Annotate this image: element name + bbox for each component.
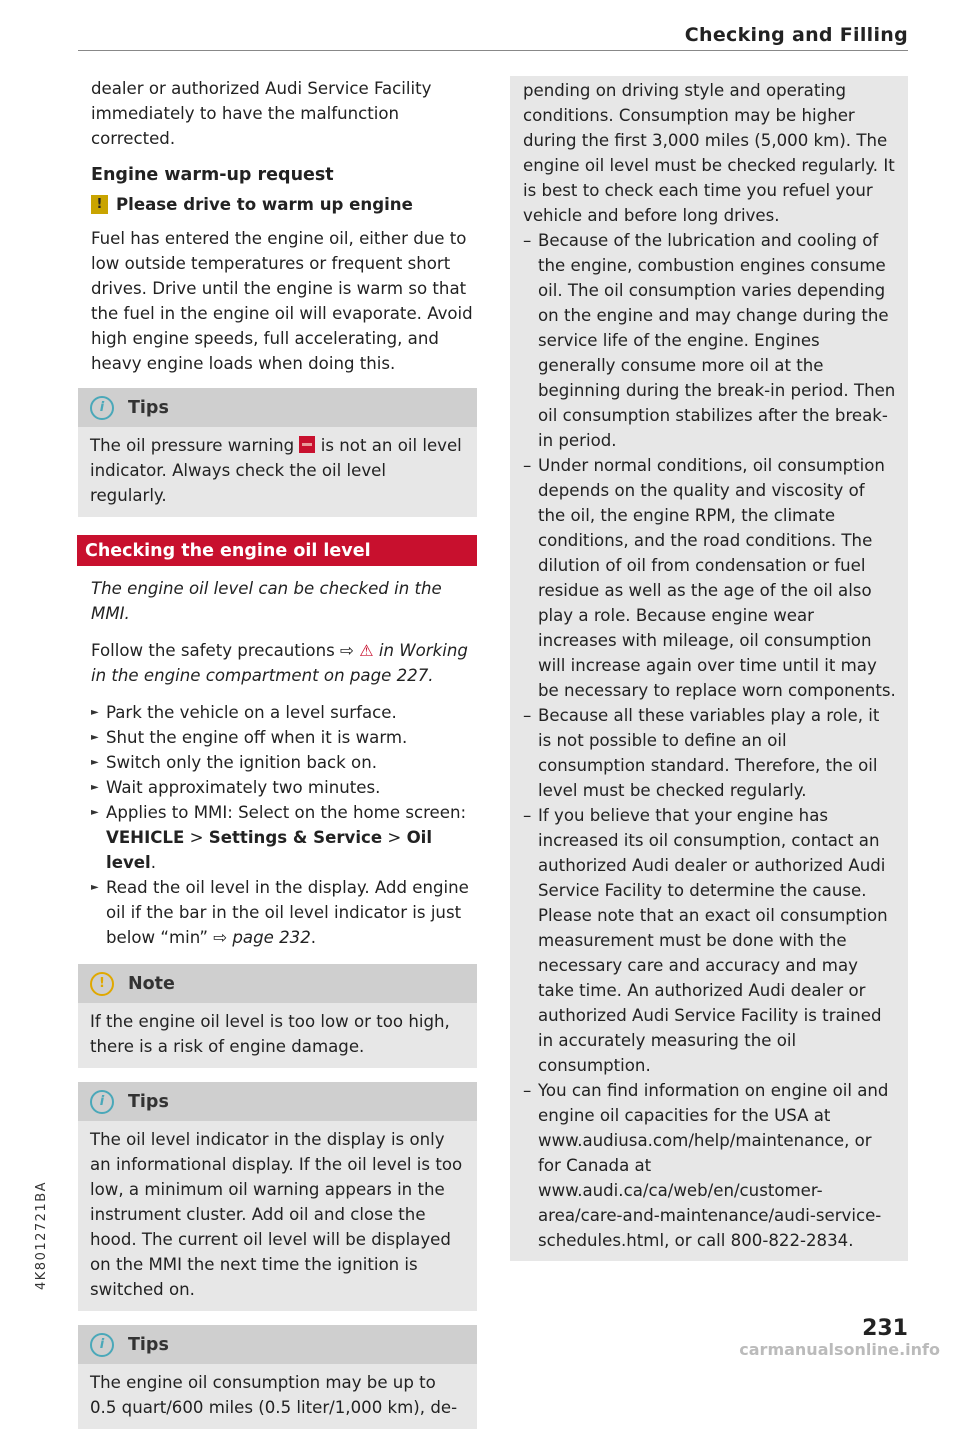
- tips-box-3: [78, 1325, 477, 1429]
- step-item: ► Shut the engine off when it is warm.: [91, 725, 477, 750]
- tips-box-1: [78, 388, 477, 517]
- menu-vehicle: VEHICLE: [106, 828, 185, 847]
- safety-text-a: Follow the safety precautions ⇨: [91, 641, 354, 660]
- safety-paragraph: [91, 638, 477, 688]
- step6-end: .: [310, 928, 317, 947]
- left-column: [85, 76, 477, 1443]
- note-box-label: Note: [128, 973, 175, 994]
- page-232-link[interactable]: page 232: [232, 928, 311, 947]
- note-box: [78, 964, 477, 1068]
- tips-box-1-body: [78, 427, 477, 517]
- tips-box-1-header: [78, 388, 477, 427]
- tips-box-3-body: The engine oil consumption may be up to 0.5 quart/600 miles (0.5 liter/1,000 km), de-: [90, 1373, 458, 1417]
- warmup-heading: Engine warm-up request: [91, 165, 334, 185]
- info-icon: i: [90, 396, 114, 420]
- note-box-body: If the engine oil level is too low or too high, there is a risk of engine damage.: [90, 1012, 450, 1056]
- warning-indicator-icon: [91, 195, 108, 214]
- tips-box-1-text-a: The oil pressure warning: [90, 436, 295, 455]
- tips-box-2: [78, 1082, 477, 1311]
- warning-indicator-glyph: !: [96, 197, 103, 212]
- info-icon: i: [90, 1333, 114, 1357]
- section-title: Checking the engine oil level: [77, 535, 477, 566]
- warmup-subheading: Please drive to warm up engine: [116, 195, 413, 214]
- bullet-item: – Because of the lubrication and cooling of the engine, combustion engines consume oil. The oil consumption varies depending on the engine and may change during the service life of the engine. Engines generally consume more oil at the beginning during the break-in period. Then oil consumption stabilizes after the break-in period.: [523, 228, 896, 453]
- step6-text: Read the oil level in the display. Add engine oil if the bar in the oil level indicator is just below “min” ⇨: [106, 878, 469, 947]
- note-icon: !: [90, 972, 114, 996]
- step-item: ► Park the vehicle on a level surface.: [91, 700, 477, 725]
- step5-end: .: [150, 853, 156, 872]
- bullet-item: – Because all these variables play a role, it is not possible to define an oil consumption standard. Therefore, the oil level must be checked regularly.: [523, 703, 896, 803]
- document-code: 4K8012721BA: [34, 1180, 49, 1290]
- bullet-item: – If you believe that your engine has increased its oil consumption, contact an authorized Audi dealer or authorized Audi Service Facility to determine the cause. Please note that an exact oil consumption measurement must be done with the necessary care and accuracy and may take time. An authorized Audi dealer or authorized Audi Service Facility is trained in accurately measuring the oil consumption.: [523, 803, 896, 1078]
- warmup-subheading-row: [91, 195, 477, 214]
- tips-box-2-body: The oil level indicator in the display is only an informational display. If the oil level is too low, a minimum oil warning appears in the instrument cluster. Add oil and close the hood. The current oil level will be displayed on the MMI the next time the ignition is switched on.: [90, 1130, 463, 1299]
- safety-link[interactable]: in Working in the engine compartment on page 227.: [91, 641, 468, 685]
- step-item: ► Switch only the ignition back on.: [91, 750, 477, 775]
- step-item-read: [91, 875, 477, 950]
- tips-box-3-header: [78, 1325, 477, 1364]
- bullet-item: – Under normal conditions, oil consumption depends on the quality and viscosity of the oil, the engine RPM, the climate conditions, and the road conditions. The dilution of oil from condensation or fuel residue as well as the age of the oil also play a role. Because engine wear increases with mileage, oil consumption will increase again over time until it may be necessary to replace worn components.: [523, 453, 896, 703]
- consumption-bullets: [510, 228, 908, 1253]
- step5-text: Applies to MMI: Select on the home screen:: [106, 803, 467, 822]
- tips-box-1-label: Tips: [128, 397, 169, 418]
- tips-box-3-label: Tips: [128, 1334, 169, 1355]
- watermark: carmanualsonline.info: [739, 1340, 940, 1359]
- menu-settings-service: Settings & Service: [208, 828, 383, 847]
- tips-box-2-label: Tips: [128, 1091, 169, 1112]
- info-icon: i: [90, 1090, 114, 1114]
- right-intro: pending on driving style and operating conditions. Consumption may be higher during the first 3,000 miles (5,000 km). The engine oil level must be checked regularly. It is best to check each time you refuel your vehicle and before long drives.: [523, 81, 895, 225]
- right-column-tips-continuation: [510, 76, 908, 1261]
- section-lead: The engine oil level can be checked in the MMI.: [91, 579, 442, 623]
- tips-box-2-header: [78, 1082, 477, 1121]
- procedure-steps: [91, 700, 477, 950]
- bullet-item: – You can find information on engine oil and engine oil capacities for the USA at www.audiusa.com/help/maintenance, or for Canada at www.audi.ca/ca/web/en/customer-area/care-and-maintenance/audi-service-schedules.html, or call 800-822-2834.: [523, 1078, 896, 1253]
- header-divider: [78, 50, 908, 51]
- oil-pressure-warning-icon: [299, 436, 315, 453]
- step5-sep-1: >: [184, 828, 209, 847]
- intro-paragraph: dealer or authorized Audi Service Facility immediately to have the malfunction corrected.: [91, 79, 432, 148]
- note-box-header: [78, 964, 477, 1003]
- warning-triangle-icon: ⚠: [359, 641, 374, 660]
- menu-oil-level: Oil level: [106, 828, 433, 872]
- warmup-paragraph: Fuel has entered the engine oil, either due to low outside temperatures or frequent short drives. Drive until the engine is warm so that the fuel in the engine oil will evaporate. Avoid high engine speeds, full accelerating, and heavy engine loads when doing this.: [91, 229, 473, 373]
- step5-sep-2: >: [382, 828, 407, 847]
- page-number: 231: [862, 1316, 908, 1341]
- step-item: ► Wait approximately two minutes.: [91, 775, 477, 800]
- tips-box-1-text-b: is not an oil level indicator. Always check the oil level regularly.: [90, 436, 462, 505]
- page-header-title: Checking and Filling: [684, 24, 908, 46]
- step-item-mmi: [91, 800, 477, 875]
